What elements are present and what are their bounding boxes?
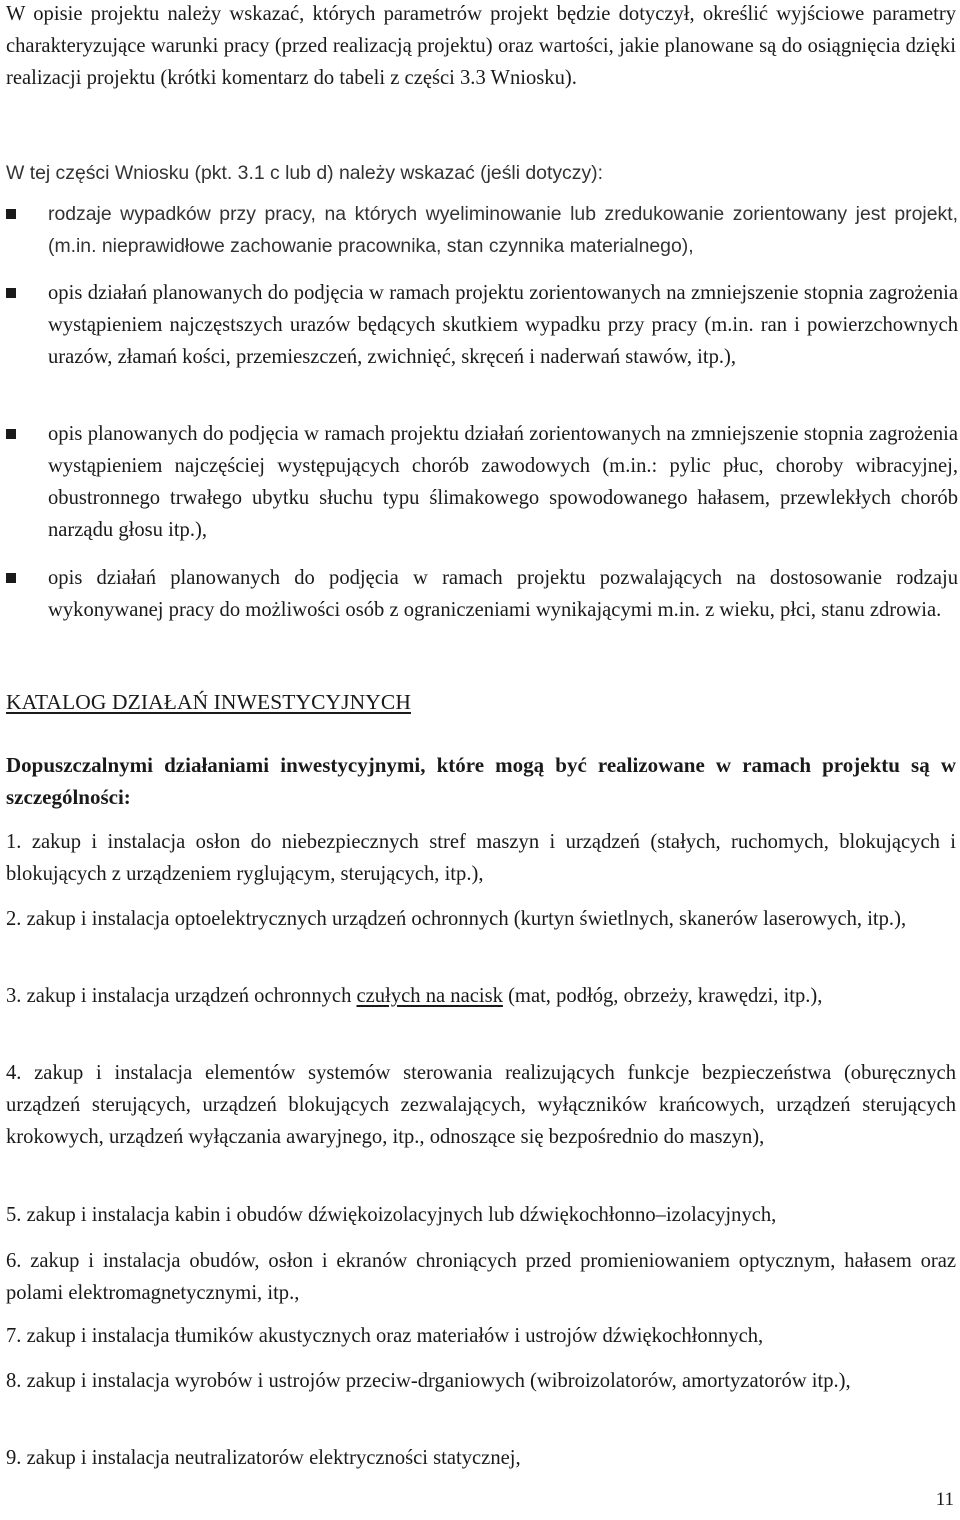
catalog-item: 4. zakup i instalacja elementów systemów sterowania realizujących funkcje bezpieczeństwa (oburęcznych urządzeń sterujących, urządzeń blokujących zezwalających, wyłączników krańcowych, urządzeń sterujących krokowych, urządzeń wyłączania awaryjnego, itp., odnoszące się bezpośrednio do maszyn), bbox=[6, 1062, 956, 1148]
square-bullet-icon bbox=[6, 429, 16, 439]
intro-paragraph: W opisie projektu należy wskazać, których parametrów projekt będzie dotyczył, określić wyjściowe parametry charakteryzujące warunki pracy (przed realizacją projektu) oraz wartości, jakie planowane są do osiągnięcia dzięki realizacji projektu (krótki komentarz do tabeli z części 3.3 Wniosku). bbox=[6, 3, 956, 89]
square-bullet-icon bbox=[6, 209, 16, 219]
underlined-phrase: czułych na nacisk bbox=[356, 985, 503, 1007]
bullet-text: rodzaje wypadków przy pracy, na których wyeliminowanie lub zredukowanie zorientowany jest projekt, (m.in. nieprawidłowe zachowanie pracownika, stan czynnika materialnego), bbox=[48, 203, 958, 257]
catalog-item: 8. zakup i instalacja wyrobów i ustrojów przeciw-drganiowych (wibroizolatorów, amortyzatorów itp.), bbox=[6, 1370, 851, 1392]
square-bullet-icon bbox=[6, 288, 16, 298]
catalog-item: 9. zakup i instalacja neutralizatorów elektryczności statycznej, bbox=[6, 1447, 521, 1469]
bullet-text: opis działań planowanych do podjęcia w ramach projektu zorientowanych na zmniejszenie stopnia zagrożenia wystąpieniem najczęstszych urazów będących skutkiem wypadku przy pracy (m.in. ran i powierzchownych urazów, złamań kości, przemieszczeń, zwichnięć, skręceń i naderwań stawów, itp.), bbox=[48, 282, 958, 368]
intro-lead: W tej części Wniosku (pkt. 3.1 c lub d) należy wskazać (jeśli dotyczy): bbox=[6, 162, 603, 184]
page-number: 11 bbox=[935, 1489, 954, 1510]
catalog-item: 6. zakup i instalacja obudów, osłon i ekranów chroniących przed promieniowaniem optycznym, hałasem oraz polami elektromagnetycznymi, itp., bbox=[6, 1250, 956, 1304]
catalog-heading: KATALOG DZIAŁAŃ INWESTYCYJNYCH bbox=[6, 690, 411, 714]
catalog-item: 5. zakup i instalacja kabin i obudów dźwiękoizolacyjnych lub dźwiękochłonno–izolacyjnych, bbox=[6, 1204, 777, 1226]
catalog-item-text: 3. zakup i instalacja urządzeń ochronnych bbox=[6, 985, 357, 1007]
catalog-item: 2. zakup i instalacja optoelektrycznych urządzeń ochronnych (kurtyn świetlnych, skanerów laserowych, itp.), bbox=[6, 908, 907, 930]
catalog-item bbox=[6, 980, 956, 1012]
catalog-item: 1. zakup i instalacja osłon do niebezpiecznych stref maszyn i urządzeń (stałych, ruchomych, blokujących i blokujących z urządzeniem ryglującym, sterujących, itp.), bbox=[6, 831, 956, 885]
catalog-item: 7. zakup i instalacja tłumików akustycznych oraz materiałów i ustrojów dźwiękochłonnych, bbox=[6, 1325, 764, 1347]
square-bullet-icon bbox=[6, 573, 16, 583]
bullet-text: opis planowanych do podjęcia w ramach projektu działań zorientowanych na zmniejszenie stopnia zagrożenia wystąpieniem najczęściej występujących chorób zawodowych (m.in.: pylic płuc, choroby wibracyjnej, obustronnego trwałego ubytku słuchu typu ślimakowego spowodowanego hałasem, przewlekłych chorób narządu głosu itp.), bbox=[48, 423, 958, 541]
catalog-subheading: Dopuszczalnymi działaniami inwestycyjnymi, które mogą być realizowane w ramach projektu są w szczególności: bbox=[6, 753, 956, 809]
catalog-item-text: (mat, podłóg, obrzeży, krawędzi, itp.), bbox=[502, 985, 823, 1007]
bullet-text: opis działań planowanych do podjęcia w ramach projektu pozwalających na dostosowanie rodzaju wykonywanej pracy do możliwości osób z ograniczeniami wynikającymi m.in. z wieku, płci, stanu zdrowia. bbox=[48, 567, 958, 621]
